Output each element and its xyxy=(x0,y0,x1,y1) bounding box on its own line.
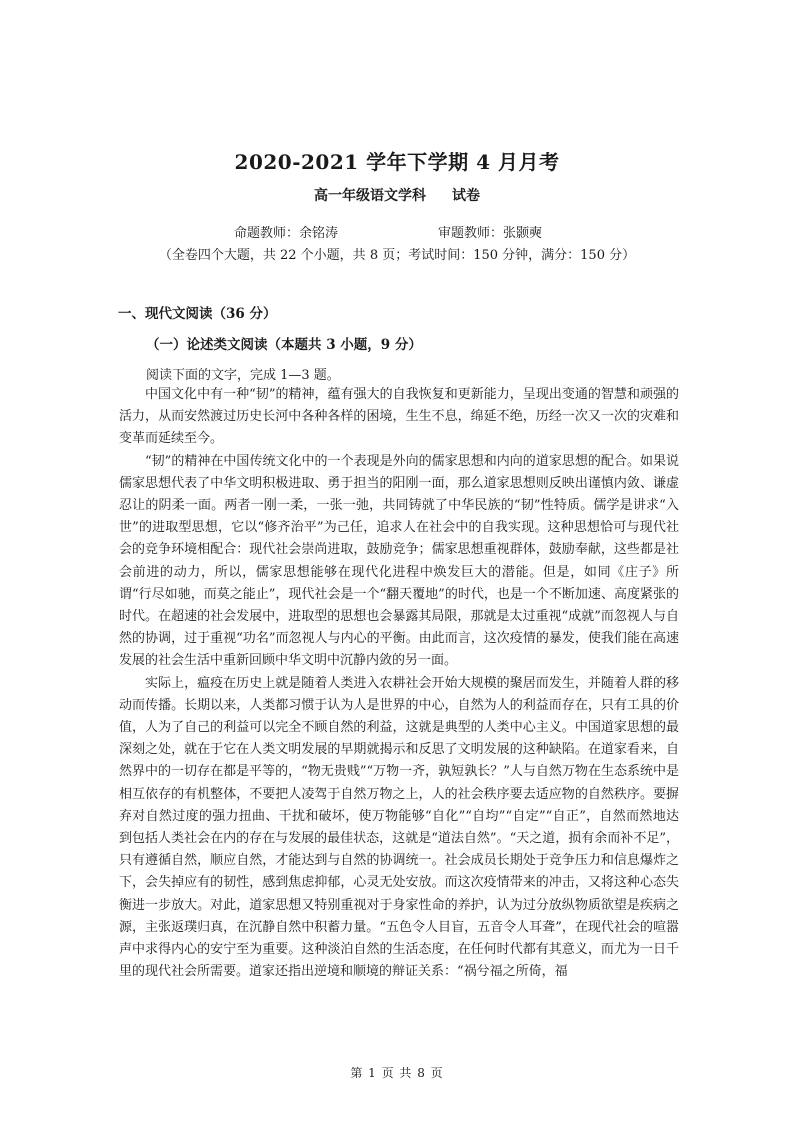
passage-paragraph: 实际上，瘟疫在历史上就是随着人类进入农耕社会开始大规模的聚居而发生，并随着人群的移动而传播。长期以来，人类都习惯于认为人是世界的中心，自然为人的利益而存在，只有工具的价值，人为了自己的利益可以完全不顾自然的利益，这就是典型的人类中心主义。中国道家思想的最深刻之处，就在于它在人类文明发展的早期就揭示和反思了文明发展的这种缺陷。在道家看来，自然界中的一切存在都是平等的，“物无贵贱”“万物一齐，孰短孰长？”人与自然万物在生态系统中是相互依存的有机整体，不要把人凌驾于自然万物之上，人的社会秩序要去适应物的自然秩序。要摒弃对自然过度的强力扭曲、干扰和破坏，使万物能够“自化”“自均”“自定”“自正”，自然而然地达到包括人类社会在内的存在与发展的最佳状态，这就是“道法自然”。“天之道，损有余而补不足”，只有遵循自然，顺应自然，才能达到与自然的协调统一。社会成员长期处于竞争压力和信息爆炸之下，会失掉应有的韧性，感到焦虑抑郁，心灵无处安放。而这次疫情带来的冲击，又将这种心态失衡进一步放大。对此，道家思想又特别重视对于身家性命的养护，认为过分放纵物质欲望是疾病之源，主张返璞归真，在沉静自然中积蓄力量。“五色令人目盲，五音令人耳聋”，在现代社会的喧嚣声中求得内心的安宁至为重要。这种淡泊自然的生活态度，在任何时代都有其意义，而尤为一日千里的现代社会所需要。道家还指出逆境和顺境的辩证关系：“祸兮福之所倚，福 xyxy=(119,675,679,980)
exam-title: 2020-2021 学年下学期 4 月月考 xyxy=(234,150,560,174)
passage-paragraph: “韧”的精神在中国传统文化中的一个表现是外向的儒家思想和内向的道家思想的配合。如果说儒家思想代表了中华文明积极进取、勇于担当的阳刚一面，那么道家思想则反映出谨慎内敛、谦虚忍让的阴柔一面。两者一刚一柔，一张一弛，共同铸就了中华民族的“韧”性特质。儒学是讲求“入世”的进取型思想，它以“修齐治平”为己任，追求人在社会中的自我实现。这种思想恰可与现代社会的竞争环境相配合：现代社会崇尚进取，鼓励竞争；儒家思想重视群体，鼓励奉献，这些都是社会前进的动力，所以，儒家思想能够在现代化进程中焕发巨大的潜能。但是，如同《庄子》所谓“行尽如驰，而莫之能止”，现代社会是一个“翻天覆地”的时代，也是一个不断加速、高度紧张的时代。在超速的社会发展中，进取型的思想也会暴露其局限，那就是太过重视“成就”而忽视人与自然的协调，过于重视“功名”而忽视人与内心的平衡。由此而言，这次疫情的暴发，使我们能在高速发展的社会生活中重新回顾中华文明中沉静内敛的另一面。 xyxy=(119,453,679,669)
paper-type-label: 试卷 xyxy=(452,188,480,204)
section-heading: 一、现代文阅读（36 分） xyxy=(118,306,277,322)
reading-passage xyxy=(119,384,679,983)
page-number: 第 1 页 共 8 页 xyxy=(350,1066,444,1080)
exam-info: （全卷四个大题，共 22 个小题，共 8 页；考试时间：150 分钟，满分：150 分） xyxy=(158,248,636,263)
exam-subtitle xyxy=(0,185,794,205)
setter-teacher: 命题教师：余铭涛 xyxy=(234,226,339,241)
reviewer-teacher: 审题教师：张颢奭 xyxy=(438,226,543,241)
subject-label: 高一年级语文学科 xyxy=(314,188,426,204)
passage-paragraph: 中国文化中有一种“韧”的精神，蕴有强大的自我恢复和更新能力，呈现出变通的智慧和顽强的活力，从而安然渡过历史长河中各种各样的困境，生生不息，绵延不绝，历经一次又一次的灾难和变革而延续至今。 xyxy=(119,387,679,447)
reading-instruction: 阅读下面的文字，完成 1—3 题。 xyxy=(146,368,340,383)
subsection-heading: （一）论述类文阅读（本题共 3 小题，9 分） xyxy=(146,337,422,353)
